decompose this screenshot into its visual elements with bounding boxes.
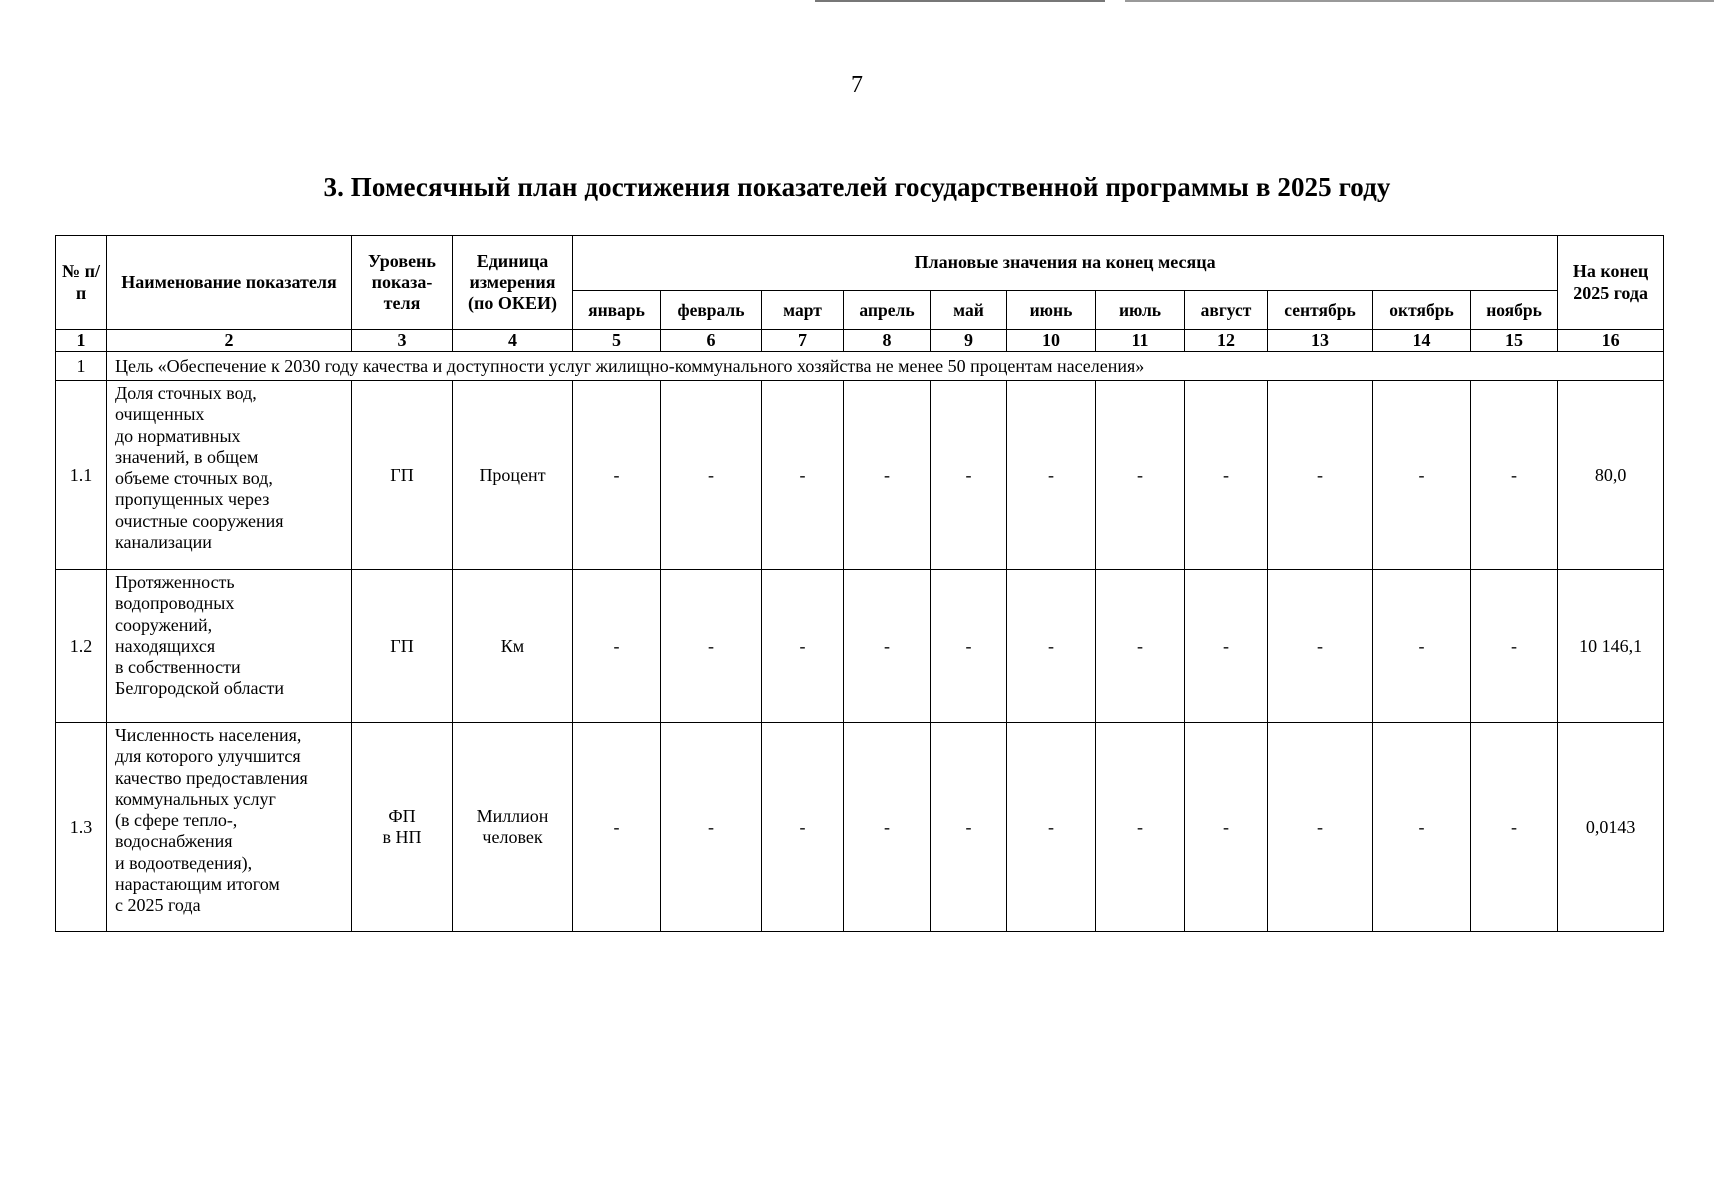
indicator-unit	[453, 381, 573, 570]
monthly-value: -	[1268, 723, 1373, 932]
column-number: 16	[1558, 330, 1664, 352]
column-number: 11	[1096, 330, 1185, 352]
cell-text-line: Доля сточных вод,	[115, 383, 257, 404]
scan-edge-line	[815, 0, 1105, 2]
column-number: 2	[107, 330, 352, 352]
monthly-value: -	[1471, 723, 1558, 932]
cell-text-line: пропущенных через	[115, 489, 270, 510]
cell-text-line: человек	[482, 827, 543, 848]
cell-text-line: и водоотведения),	[115, 852, 253, 873]
indicator-rows	[56, 381, 1664, 932]
monthly-plan-table	[55, 235, 1664, 932]
monthly-value: -	[661, 570, 762, 723]
table-row	[56, 381, 1664, 570]
indicator-level	[352, 570, 453, 723]
cell-text-line: нарастающим итогом	[115, 873, 280, 894]
monthly-value: -	[573, 381, 661, 570]
monthly-value: -	[1096, 381, 1185, 570]
indicator-unit	[453, 570, 573, 723]
column-number: 5	[573, 330, 661, 352]
row-num: 1.3	[56, 723, 107, 932]
header-row	[56, 236, 1664, 291]
column-number: 8	[844, 330, 931, 352]
month-header: сентябрь	[1268, 291, 1373, 330]
month-header: март	[762, 291, 844, 330]
row-num: 1.1	[56, 381, 107, 570]
month-header: июль	[1096, 291, 1185, 330]
column-number: 15	[1471, 330, 1558, 352]
cell-text-line: для которого улучшится	[115, 746, 301, 767]
monthly-value: -	[762, 570, 844, 723]
indicator-name	[107, 381, 352, 570]
cell-text-line: объеме сточных вод,	[115, 468, 273, 489]
month-header: август	[1185, 291, 1268, 330]
monthly-value: -	[1096, 723, 1185, 932]
monthly-value: -	[931, 570, 1007, 723]
month-header: ноябрь	[1471, 291, 1558, 330]
cell-text-line: Протяженность	[115, 572, 235, 593]
monthly-value: -	[573, 570, 661, 723]
monthly-value: -	[1007, 723, 1096, 932]
column-number: 4	[453, 330, 573, 352]
indicator-name	[107, 723, 352, 932]
indicator-level	[352, 381, 453, 570]
goal-row	[56, 352, 1664, 381]
month-header: февраль	[661, 291, 762, 330]
column-number: 1	[56, 330, 107, 352]
monthly-value: -	[661, 723, 762, 932]
indicator-level	[352, 723, 453, 932]
month-header: май	[931, 291, 1007, 330]
column-number: 12	[1185, 330, 1268, 352]
row-num: 1.2	[56, 570, 107, 723]
cell-text-line: ГП	[390, 464, 414, 485]
month-header: июнь	[1007, 291, 1096, 330]
cell-text-line: Км	[500, 635, 525, 656]
cell-text-line: в НП	[382, 827, 422, 848]
monthly-value: -	[1185, 381, 1268, 570]
column-number: 3	[352, 330, 453, 352]
cell-text-line: находящихся	[115, 635, 216, 656]
cell-text-line: значений, в общем	[115, 446, 259, 467]
end-of-year-value: 0,0143	[1558, 723, 1664, 932]
header-end-of-year: На конец 2025 года	[1558, 236, 1664, 330]
cell-text-line: Белгородской области	[115, 678, 285, 699]
cell-text-line: Процент	[479, 464, 546, 485]
cell-text-line: Миллион	[476, 806, 549, 826]
monthly-value: -	[1268, 570, 1373, 723]
cell-text-line: с 2025 года	[115, 895, 201, 916]
page-title: 3. Помесячный план достижения показателей государственной программы в 2025 году	[323, 172, 1391, 202]
header-level: Уровень показа-теля	[352, 236, 453, 330]
goal-text: Цель «Обеспечение к 2030 году качества и доступности услуг жилищно-коммунального хозяйства не менее 50 процентам населения»	[107, 352, 1664, 381]
monthly-value: -	[1185, 570, 1268, 723]
end-of-year-value: 80,0	[1558, 381, 1664, 570]
cell-text-line: в собственности	[115, 657, 241, 678]
goal-num: 1	[56, 352, 107, 381]
cell-text-line: коммунальных услуг	[115, 788, 276, 809]
cell-text-line: сооружений,	[115, 614, 213, 635]
monthly-value: -	[573, 723, 661, 932]
header-num: № п/п	[56, 236, 107, 330]
monthly-value: -	[1096, 570, 1185, 723]
table-row	[56, 723, 1664, 932]
column-number: 7	[762, 330, 844, 352]
monthly-value: -	[844, 381, 931, 570]
column-number: 9	[931, 330, 1007, 352]
cell-text-line: (в сфере тепло-,	[115, 810, 238, 831]
column-number: 14	[1373, 330, 1471, 352]
column-number: 10	[1007, 330, 1096, 352]
monthly-value: -	[1185, 723, 1268, 932]
monthly-value: -	[762, 723, 844, 932]
monthly-value: -	[844, 570, 931, 723]
scan-edge-line	[1125, 0, 1714, 2]
page-number: 7	[851, 72, 863, 98]
monthly-value: -	[762, 381, 844, 570]
column-number-row	[56, 330, 1664, 352]
monthly-value: -	[1007, 570, 1096, 723]
header-name: Наименование показателя	[107, 236, 352, 330]
monthly-value: -	[1471, 570, 1558, 723]
column-number: 13	[1268, 330, 1373, 352]
month-header: октябрь	[1373, 291, 1471, 330]
header-plan-group: Плановые значения на конец месяца	[573, 236, 1558, 291]
cell-text-line: канализации	[115, 531, 212, 552]
cell-text-line: водопроводных	[115, 593, 235, 614]
cell-text-line: очищенных	[115, 404, 205, 425]
monthly-value: -	[1373, 381, 1471, 570]
end-of-year-value: 10 146,1	[1558, 570, 1664, 723]
header-unit: Единица измерения (по ОКЕИ)	[453, 236, 573, 330]
monthly-value: -	[661, 381, 762, 570]
monthly-value: -	[1007, 381, 1096, 570]
month-header: апрель	[844, 291, 931, 330]
cell-text-line: очистные сооружения	[115, 510, 284, 531]
cell-text-line: ГП	[390, 635, 414, 656]
cell-text-line: ФП	[388, 806, 416, 826]
cell-text-line: качество предоставления	[115, 767, 308, 788]
table-row	[56, 570, 1664, 723]
monthly-value: -	[1373, 570, 1471, 723]
monthly-value: -	[1471, 381, 1558, 570]
monthly-value: -	[844, 723, 931, 932]
monthly-value: -	[931, 723, 1007, 932]
column-number: 6	[661, 330, 762, 352]
month-header: январь	[573, 291, 661, 330]
indicator-unit	[453, 723, 573, 932]
indicator-name	[107, 570, 352, 723]
cell-text-line: водоснабжения	[115, 831, 233, 852]
cell-text-line: до нормативных	[115, 425, 241, 446]
cell-text-line: Численность населения,	[115, 725, 302, 746]
monthly-value: -	[1373, 723, 1471, 932]
monthly-value: -	[1268, 381, 1373, 570]
monthly-value: -	[931, 381, 1007, 570]
